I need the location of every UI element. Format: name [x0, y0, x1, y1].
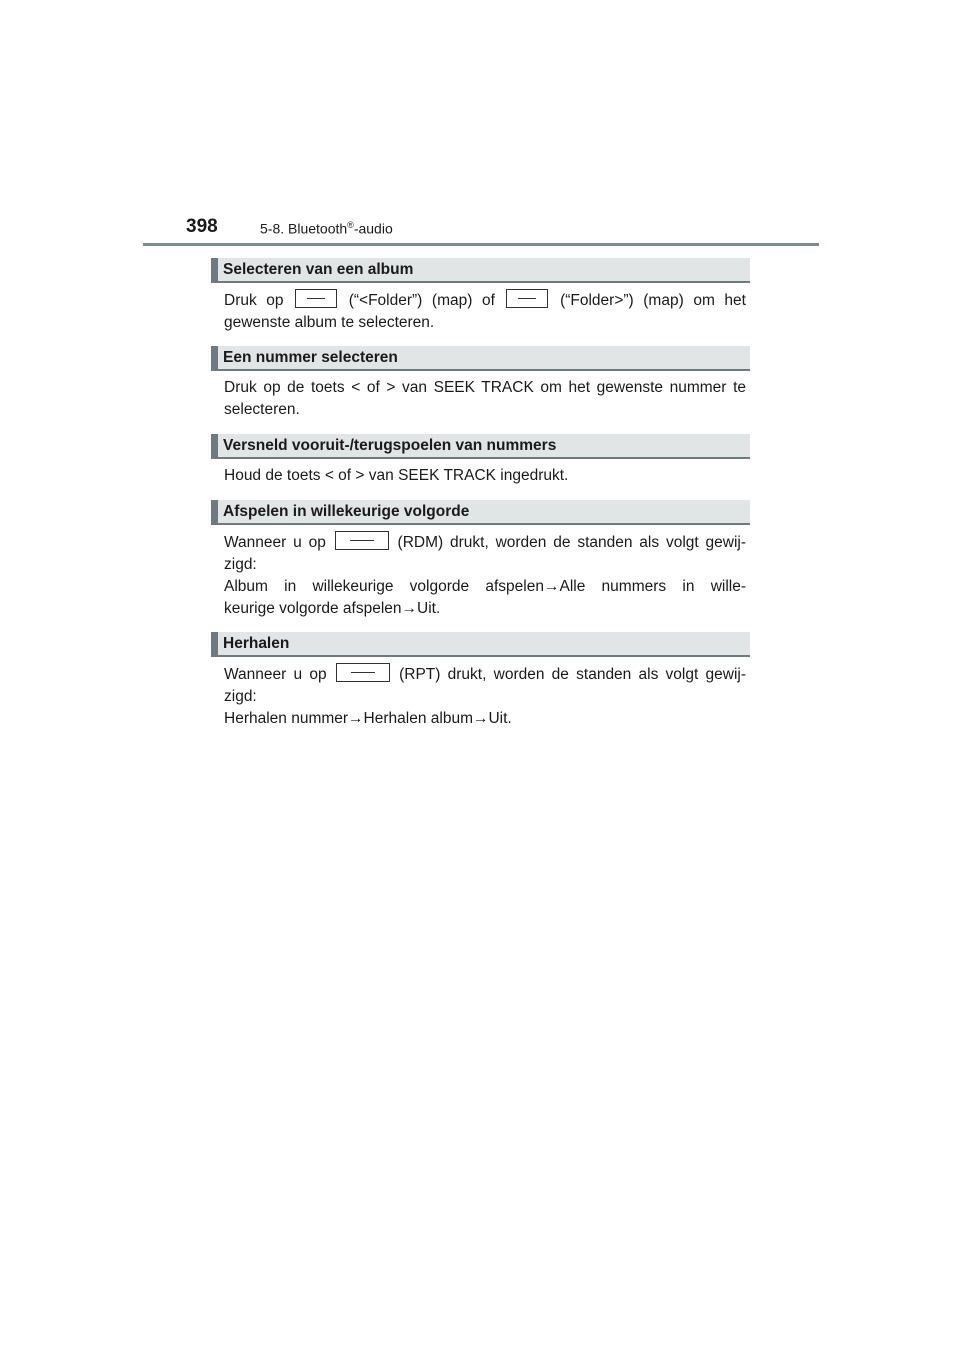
section-text-track: Druk op de toets < of > van SEEK TRACK om het gewenste nummer te selecteren.	[224, 379, 746, 418]
folder-up-button-icon	[506, 289, 548, 308]
section-header-album	[211, 258, 750, 283]
chapter-title	[260, 220, 393, 237]
page-number: 398	[186, 216, 218, 237]
section-text-repeat	[224, 663, 746, 730]
section-text-album	[224, 289, 746, 334]
section-text-seek: Houd de toets < of > van SEEK TRACK ingedrukt.	[224, 467, 569, 484]
text-line: gewenste album te selecteren.	[224, 314, 435, 331]
chapter-prefix: 5-8. Bluetooth	[260, 220, 348, 237]
folder-down-button-icon	[295, 289, 337, 308]
rdm-button-icon	[335, 531, 389, 550]
text-line	[224, 289, 746, 312]
text-fragment: (“<Folder”) (map) of	[348, 292, 495, 309]
text-line: keurige volgorde afspelen→Uit.	[224, 600, 441, 617]
section-title: Herhalen	[223, 635, 290, 652]
section-title: Selecteren van een album	[223, 261, 414, 278]
section-header-track	[211, 346, 750, 371]
section-header-seek	[211, 434, 750, 459]
text-fragment: Wanneer u op	[224, 534, 326, 551]
text-fragment: (“Folder>”) (map) om het	[560, 292, 746, 309]
text-fragment: (RPT) drukt, worden de standen als volgt gewij-	[399, 666, 747, 683]
rpt-button-icon	[336, 663, 390, 682]
text-line	[224, 663, 746, 686]
header-rule	[143, 243, 819, 246]
section-header-random	[211, 500, 750, 525]
text-line: Album in willekeurige volgorde afspelen→Alle nummers in wille-	[224, 578, 746, 595]
section-header-repeat	[211, 632, 750, 657]
text-fragment: Druk op	[224, 292, 284, 309]
text-line: Herhalen nummer→Herhalen album→Uit.	[224, 710, 512, 727]
text-fragment: Wanneer u op	[224, 666, 327, 683]
section-title: Een nummer selecteren	[223, 349, 398, 366]
section-text-random	[224, 531, 746, 620]
section-title: Versneld vooruit-/terugspoelen van nummers	[223, 437, 557, 454]
text-line: zigd:	[224, 556, 257, 573]
text-line	[224, 531, 746, 554]
registered-mark: ®	[347, 220, 354, 230]
text-fragment: (RDM) drukt, worden de standen als volgt gewij-	[397, 534, 747, 551]
section-title: Afspelen in willekeurige volgorde	[223, 503, 470, 520]
chapter-suffix: -audio	[353, 220, 393, 237]
text-line: zigd:	[224, 688, 257, 705]
